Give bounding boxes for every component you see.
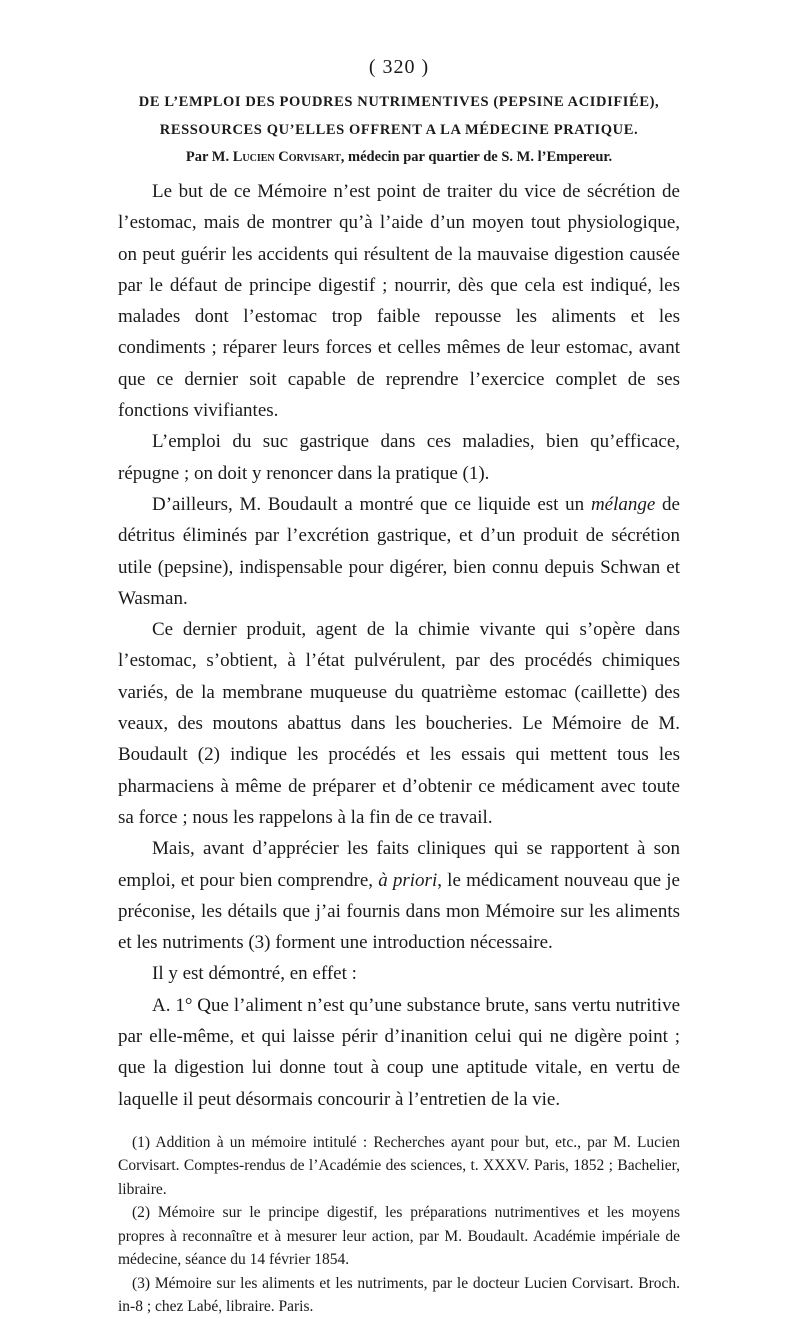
- paragraph-1: Le but de ce Mémoire n’est point de traiter du vice de sécrétion de l’estomac, mais de montrer qu’à l’aide d’un moyen tout physiologique, on peut guérir les accidents qui résultent de la mauvaise digestion causée par le défaut de principe digestif ; nourrir, dès que cela est indiqué, les malades dont l’estomac trop faible repousse les aliments et les condiments ; réparer leurs forces et celles mêmes de leur estomac, avant que ce dernier soit capable de reprendre l’exercice complet de ses fonctions vivifiantes.: [118, 181, 680, 422]
- paragraph-3-part-b: de détritus éliminés par l’excrétion gastrique, et d’un produit de sécrétion utile (pepsine), indispensable pour digérer, bien connu depuis Schwan et Wasman.: [118, 493, 680, 609]
- paragraph-5-emphasis: à priori: [378, 869, 438, 891]
- paragraph-4: Ce dernier produit, agent de la chimie vivante qui s’opère dans l’estomac, s’obtient, à l’état pulvérulent, par des procédés chimiques variés, de la membrane muqueuse du quatrième estomac (caillette) des veaux, des moutons abattus dans les boucheries. Le Mémoire de M. Boudault (2) indique les procédés et les essais qui mettent tous les pharmaciens à même de préparer et d’obtenir ce médicament avec toute sa force ; nous les rappelons à la fin de ce travail.: [118, 619, 680, 828]
- footnote-2: (2) Mémoire sur le principe digestif, les préparations nutrimentives et les moyens propres à reconnaître et à mesurer leur action, par M. Boudault. Académie impériale de médecine, séance du 14 février 1854.: [118, 1204, 680, 1269]
- byline-suffix: , médecin par quartier de S. M. l’Empereur.: [340, 149, 613, 165]
- paragraph-2: L’emploi du suc gastrique dans ces maladies, bien qu’efficace, répugne ; on doit y renoncer dans la pratique (1).: [118, 431, 680, 484]
- footnote-1: (1) Addition à un mémoire intitulé : Recherches ayant pour but, etc., par M. Lucien Corvisart. Comptes-rendus de l’Académie des sciences, t. XXXV. Paris, 1852 ; Bachelier, libraire.: [118, 1133, 680, 1198]
- paragraph-5-part-b: , le médicament nouveau que je préconise, les détails que j’ai fournis dans mon Mémoire sur les aliments et les nutriments (3) forment une introduction nécessaire.: [118, 869, 680, 954]
- footnote-3: (3) Mémoire sur les aliments et les nutriments, par le docteur Lucien Corvisart. Broch. in-8 ; chez Labé, libraire. Paris.: [118, 1274, 680, 1316]
- author-name: Lucien Corvisart: [232, 149, 341, 165]
- paragraph-3-emphasis: mélange: [590, 493, 656, 515]
- paragraph-3-part-a: D’ailleurs, M. Boudault a montré que ce liquide est un: [152, 493, 591, 515]
- paragraph-7: A. 1° Que l’aliment n’est qu’une substance brute, sans vertu nutritive par elle-même, et qui laisse périr d’inanition celui qui ne digère point ; que la digestion lui donne tout à coup une aptitude vitale, en vertu de laquelle il peut désormais concourir à l’entretien de la vie.: [118, 994, 680, 1110]
- article-body: [118, 176, 680, 1115]
- paragraph-5-part-a: Mais, avant d’apprécier les faits cliniques qui se rapportent à son emploi, et pour bien comprendre,: [118, 838, 680, 891]
- page-number: ( 320 ): [368, 56, 430, 78]
- book-page: [118, 56, 680, 1319]
- byline-prefix: Par M.: [185, 149, 233, 165]
- author-byline: [118, 149, 680, 166]
- article-title-line-2: RESSOURCES QU’ELLES OFFRENT A LA MÉDECINE PRATIQUE.: [159, 122, 639, 138]
- article-title-line-1: DE L’EMPLOI DES POUDRES NUTRIMENTIVES (PEPSINE ACIDIFIÉE),: [138, 94, 660, 110]
- footnotes: [118, 1131, 680, 1319]
- paragraph-6: Il y est démontré, en effet :: [152, 963, 357, 985]
- paragraph-3: [118, 489, 680, 614]
- paragraph-5: [118, 833, 680, 958]
